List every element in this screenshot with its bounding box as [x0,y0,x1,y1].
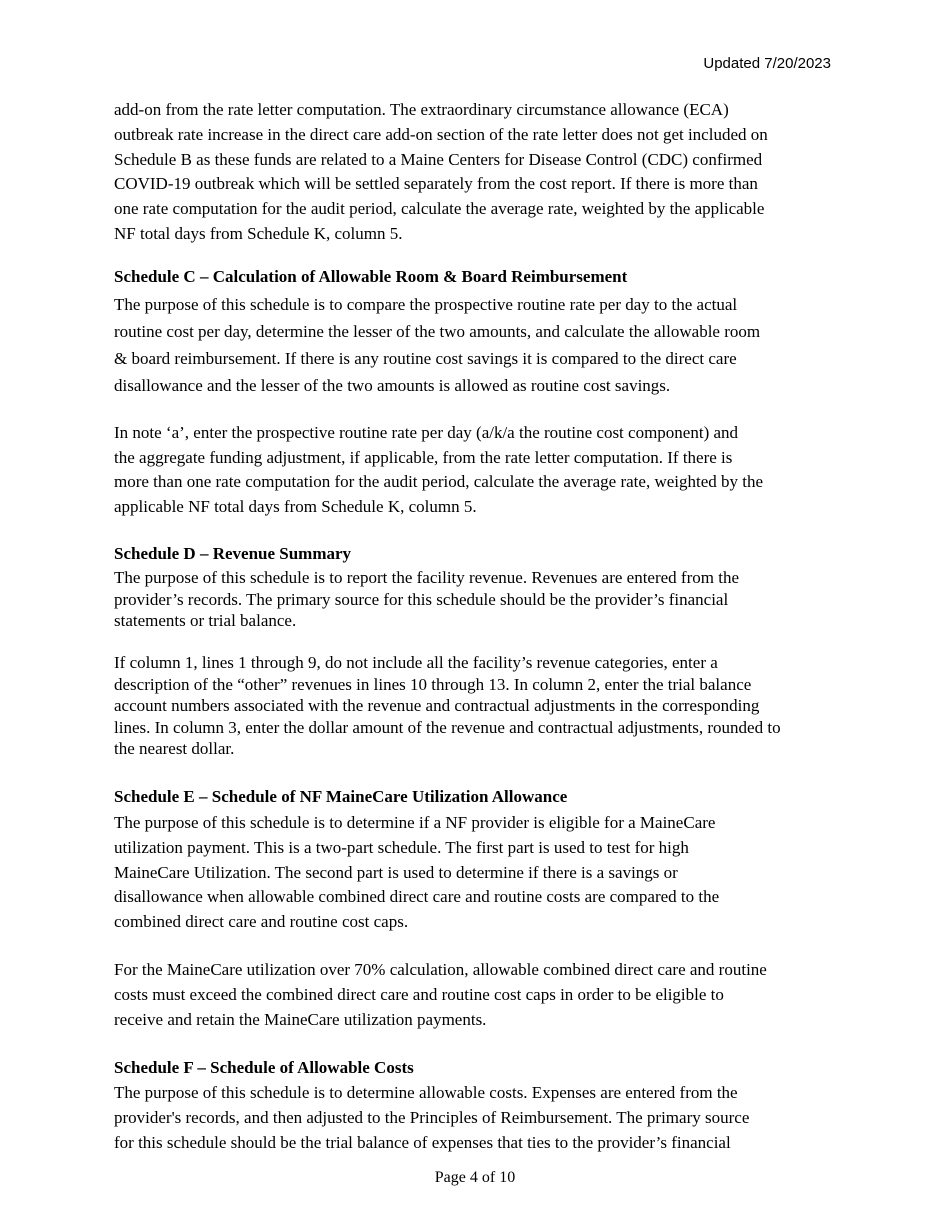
text-line: one rate computation for the audit period, calculate the average rate, weighted by the applicable [114,199,765,219]
text-line: disallowance and the lesser of the two amounts is allowed as routine cost savings. [114,376,671,395]
text-line: The purpose of this schedule is to determine allowable costs. Expenses are entered from the [114,1083,738,1102]
text-line: disallowance when allowable combined direct care and routine costs are compared to the [114,887,720,907]
text-line: routine cost per day, determine the lesser of the two amounts, and calculate the allowable room [114,322,761,341]
text-line: add-on from the rate letter computation. The extraordinary circumstance allowance (ECA) [114,100,729,119]
text-line: provider’s records. The primary source for this schedule should be the provider’s financial [114,589,729,609]
text-line: costs must exceed the combined direct care and routine cost caps in order to be eligible to [114,984,724,1004]
text-line: COVID-19 outbreak which will be settled separately from the cost report. If there is more than [114,174,758,194]
schedule-d-heading: Schedule D – Revenue Summary [114,544,352,563]
text-line: for this schedule should be the trial balance of expenses that ties to the provider’s financial [114,1132,731,1152]
text-line: For the MaineCare utilization over 70% calculation, allowable combined direct care and routine [114,960,767,979]
text-line: If column 1, lines 1 through 9, do not include all the facility’s revenue categories, enter a [114,653,718,672]
schedule-c-paragraph-2 [114,421,763,519]
text-line: In note ‘a’, enter the prospective routine rate per day (a/k/a the routine cost component) and [114,423,739,442]
text-line: outbreak rate increase in the direct care add-on section of the rate letter does not get included on [114,124,768,144]
schedule-e-paragraph-2 [114,958,767,1032]
text-line: lines. In column 3, enter the dollar amount of the revenue and contractual adjustments, rounded to [114,717,781,737]
intro-paragraph [114,98,768,247]
text-line: provider's records, and then adjusted to the Principles of Reimbursement. The primary source [114,1107,750,1127]
schedule-f-paragraph-1 [114,1081,749,1155]
schedule-c-paragraph-1 [114,291,760,399]
schedule-d-paragraph-2 [114,652,781,760]
text-line: combined direct care and routine cost caps. [114,912,409,932]
schedule-e-heading: Schedule E – Schedule of NF MaineCare Utilization Allowance [114,787,568,806]
text-line: MaineCare Utilization. The second part is used to determine if there is a savings or [114,862,678,882]
text-line: more than one rate computation for the audit period, calculate the average rate, weighted by the [114,472,764,491]
text-line: the nearest dollar. [114,739,235,758]
schedule-e-paragraph-1 [114,811,719,935]
schedule-c-heading: Schedule C – Calculation of Allowable Room & Board Reimbursement [114,267,628,286]
text-line: applicable NF total days from Schedule K, column 5. [114,496,477,516]
text-line: Schedule B as these funds are related to a Maine Centers for Disease Control (CDC) confirmed [114,149,763,169]
schedule-d-paragraph-1 [114,567,739,632]
updated-date: Updated 7/20/2023 [703,55,831,72]
page-number: Page 4 of 10 [434,1169,516,1186]
text-line: & board reimbursement. If there is any routine cost savings it is compared to the direct care [114,349,737,368]
text-line: The purpose of this schedule is to compare the prospective routine rate per day to the actual [114,295,738,314]
text-line: description of the “other” revenues in lines 10 through 13. In column 2, enter the trial balance [114,674,752,694]
text-line: statements or trial balance. [114,611,297,630]
schedule-f-heading: Schedule F – Schedule of Allowable Costs [114,1058,414,1077]
text-line: utilization payment. This is a two-part schedule. The first part is used to test for high [114,837,689,857]
text-line: receive and retain the MaineCare utilization payments. [114,1009,487,1029]
text-line: The purpose of this schedule is to determine if a NF provider is eligible for a MaineCare [114,813,716,832]
text-line: account numbers associated with the revenue and contractual adjustments in the corresponding [114,696,760,715]
text-line: the aggregate funding adjustment, if applicable, from the rate letter computation. If there is [114,447,733,467]
text-line: NF total days from Schedule K, column 5. [114,223,403,243]
text-line: The purpose of this schedule is to report the facility revenue. Revenues are entered from the [114,568,739,587]
